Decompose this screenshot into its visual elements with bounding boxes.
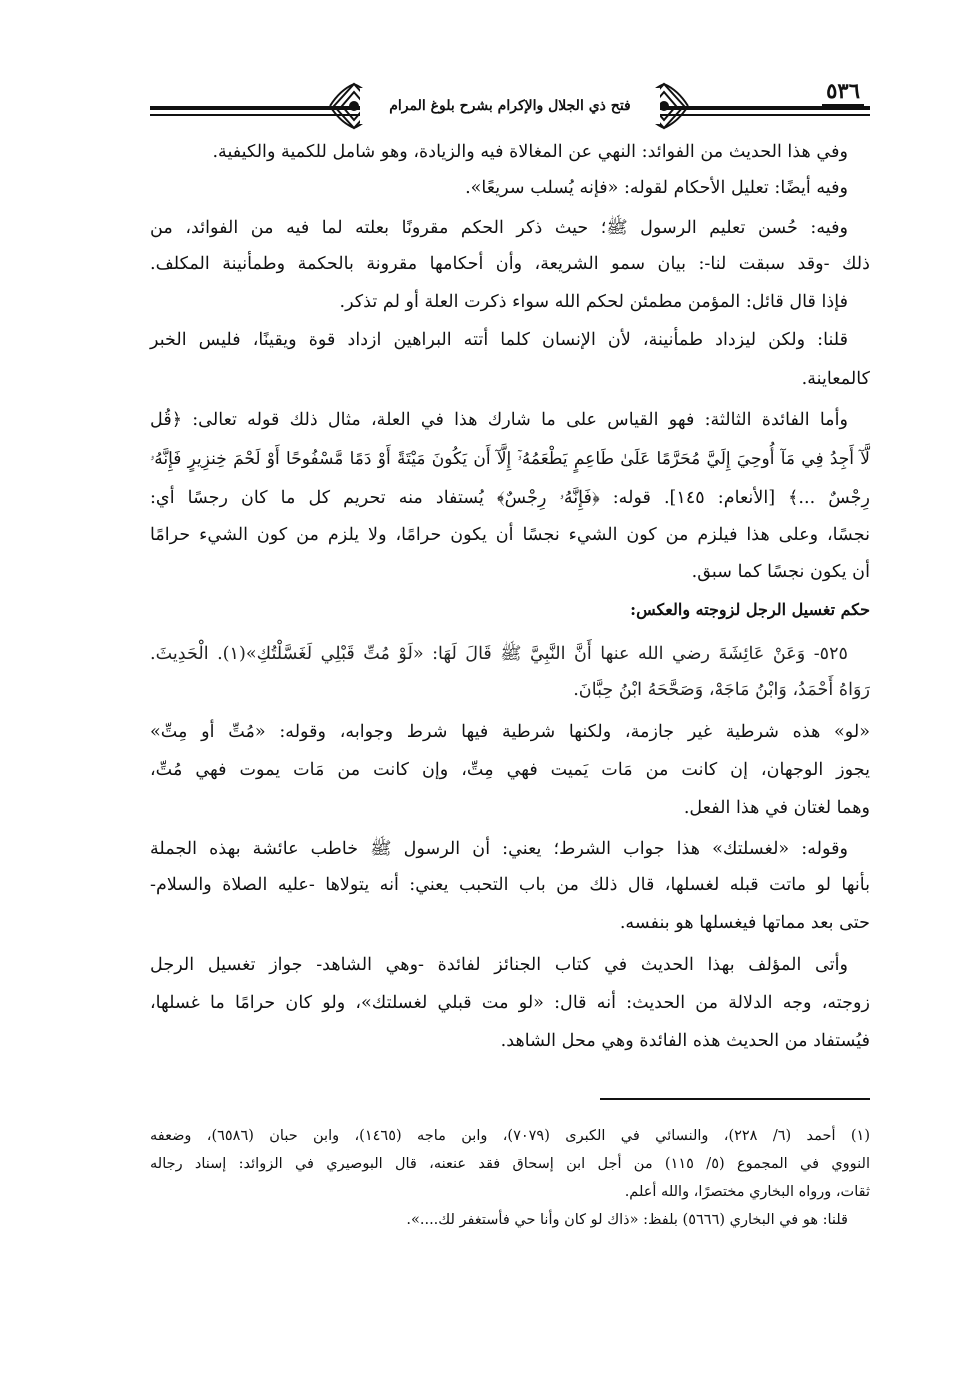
- footnote-line: (١) أحمد (٦/ ٢٢٨)، والنسائي في الكبرى (٧٠٧٩)، وابن ماجه (١٤٦٥)، وابن حبان (٦٥٨٦)، وضعفه: [150, 1128, 870, 1144]
- text-line: بأنها لو ماتت قبله لغسلها، قال ذلك من باب التحبب يعني: أنه يتولاها -عليه الصلاة والسلام-: [150, 875, 870, 895]
- text-line: فإذا قال قائل: المؤمن مطمئن لحكم الله سواء ذكرت العلة أو لم تذكر.: [339, 292, 848, 312]
- text-line: قلنا: ولكن ليزداد طمأنينة، لأن الإنسان كلما أتته البراهين ازداد قوة ويقينًا، فليس الخبر: [150, 330, 848, 350]
- text-line: وفيه: حُسن تعليم الرسول ﷺ؛ حيث ذكر الحكم مقرونًا بعلته لما فيه من الفوائد، من: [150, 218, 848, 238]
- footnote-line: النووي في المجموع (٥/ ١١٥) من أجل ابن إسحاق فقد عنعنه، قال البوصيري في الزوائد: إسناد رجاله: [150, 1156, 870, 1172]
- footnote-line: ثقات، ورواه البخاري مختصرًا، والله أعلم.: [624, 1184, 870, 1200]
- text-line: ذلك -وقد سبقت لنا-: بيان سمو الشريعة، وأن أحكامها مقرونة بالحكمة وطمأنينة المكلف.: [150, 254, 870, 274]
- text-line: وأتى المؤلف بهذا الحديث في كتاب الجنائز لفائدة -وهي الشاهد- جواز تغسيل الرجل: [150, 955, 848, 975]
- text-line: رِجْسٌ ...﴾ [الأنعام: ١٤٥]. قوله: ﴿فَإِنَّهُۥ رِجْسٌ﴾ يُستفاد منه تحريم كل ما كان رجسًا أي:: [150, 488, 870, 508]
- text-line: «لو» هذه شرطية غير جازمة، ولكنها شرطية فيها شرط وجوابه، وقوله: «مُتِّ أو مِتِّ»: [150, 722, 870, 742]
- section-heading: حكم تغسيل الرجل لزوجته والعكس:: [630, 600, 870, 619]
- hadith-text: ٥٢٥- وَعَنْ عَائِشَةَ رضي الله عنها أَنَّ النَّبِيَّ ﷺ قَالَ لَهَا: «لَوْ مُتِّ قَبْلِي لَغَسَّلْتُكِ»(١). الْحَدِيثَ.: [150, 644, 849, 664]
- text-line: نجسًا، وعلى هذا فيلزم من كون الشيء نجسًا أن يكون حرامًا، ولا يلزم من كون الشيء حرامًا: [150, 525, 870, 545]
- text-line: وقوله: «لغسلتك» هذا جواب الشرط؛ يعني: أن الرسول ﷺ خاطب عائشة بهذه الجملة: [150, 839, 848, 859]
- book-title: فتح ذي الجلال والإكرام بشرح بلوغ المرام: [360, 88, 660, 124]
- text-line: وفيه أيضًا: تعليل الأحكام لقوله: «فإنه يُسلب سريعًا».: [465, 178, 848, 198]
- quran-verse-line: لَّآ أَجِدُ فِي مَآ أُوحِيَ إِلَيَّ مُحَرَّمًا عَلَىٰ طَاعِمٍ يَطْعَمُهُۥٓ إِلَّآ أَن يَكُونَ مَيْتَةً أَوْ دَمًا مَّسْفُوحًا أَوْ لَحْمَ خِنزِيرٍ فَإِنَّهُۥ: [150, 449, 870, 469]
- text-line: زوجته، وجه الدلالة من الحديث: أنه قال: «لو مت قبلي لغسلتك»، ولو كان حرامًا ما غسلها،: [150, 993, 870, 1013]
- text-line: وهما لغتان في هذا الفعل.: [683, 798, 870, 818]
- text-line: وأما الفائدة الثالثة: فهو القياس على ما شارك هذا في العلة، مثال ذلك قوله تعالى: ﴿قُل: [150, 410, 848, 430]
- text-line: حتى بعد مماتها فيغسلها هو بنفسه.: [619, 913, 870, 933]
- footnote-line: قلنا: هو في البخاري (٥٦٦٦) بلفظ: «ذاك لو كان وأنا حي فأستغفر لك....».: [406, 1212, 848, 1228]
- page-number: ٥٣٦: [822, 78, 864, 107]
- hadith-source: رَوَاهُ أَحْمَدُ، وَابْنُ مَاجَهْ، وَصَحَّحَهُ ابْنُ حِبَّانَ.: [573, 680, 870, 700]
- text-line: كالمعاينة.: [801, 369, 870, 389]
- text-line: يجوز الوجهان، إن كانت من مَات يَميت فهي مِتِّ، وإن كانت من مَات يموت فهي مُتِّ،: [150, 760, 870, 780]
- text-line: فيُستفاد من الحديث هذه الفائدة وهي محل الشاهد.: [500, 1031, 870, 1051]
- footnote-separator: [600, 1098, 870, 1100]
- text-line: وفي هذا الحديث من الفوائد: النهي عن المغالاة فيه والزيادة، وهو شامل للكمية والكيفية.: [212, 142, 848, 162]
- text-line: أن يكون نجسًا كما سبق.: [691, 562, 870, 582]
- running-header: [150, 74, 870, 136]
